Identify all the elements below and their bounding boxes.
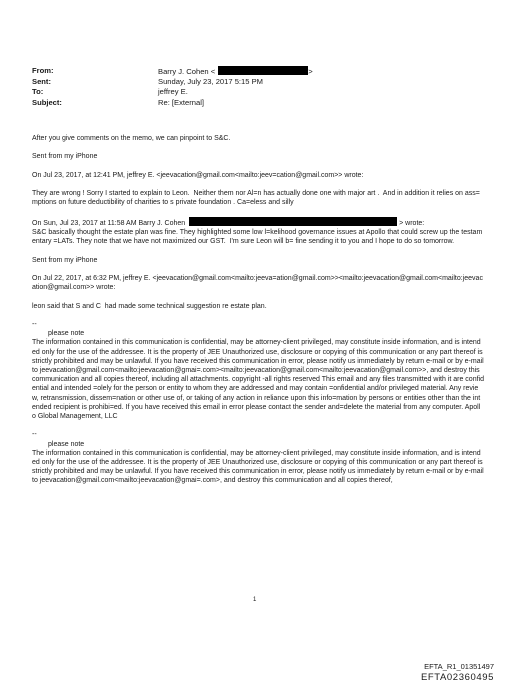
redaction-box [218, 66, 308, 75]
bates-number-large: EFTA02360495 [420, 672, 494, 683]
subject-value: Re: [External] [158, 97, 205, 107]
quoted-message [32, 217, 484, 247]
bates-number-small: EFTA_R1_01351497 [424, 662, 494, 671]
page-number: 1 [253, 597, 257, 603]
quoted-header-end: > wrote: [399, 219, 425, 227]
paragraph: leon said that S and C had made some technical suggestion re estate plan. [32, 302, 267, 310]
to-label: To: [32, 87, 44, 96]
to-value: jeffrey E. [158, 87, 188, 96]
signature-line: Sent from my iPhone [32, 256, 98, 264]
quoted-header: On Sun, Jul 23, 2017 at 11:58 AM Barry J. Cohen [32, 219, 188, 227]
email-header [32, 66, 313, 108]
paragraph: They are wrong ! Sorry I started to explain to Leon. Neither them nor Al=n has actually done one with major art . And in addition it relies on ass=mptions on future deductibility of charities to s private foundation . Ca=eless and silly [32, 190, 480, 207]
separator: -- [32, 320, 37, 328]
redaction-box [189, 217, 397, 226]
signature-line: Sent from my iPhone [32, 153, 98, 161]
disclaimer-text: The information contained in this communication is confidential, may be attorney-client privileged, may constitute inside information, and is intended only for the use of the addressee. It is the property of JEE Unauthorized use, disclosure or copying of this communication or any part thereof is strictly prohibited and may be unlawful. If you have received this communication in error, please notify us immediately by return e-mail or by e-mail to jeevacation@gmail.com<mailto:jeevacation@gmai=.com><mailto:jeevacation@gmail.com<mailto:jeevacation@gmail.com>>, and destroy this communication and all copies thereof, including all attachments. copyright -all rights reserved This email and any files transmitted with it are confidential and intended =olely for the person or entity to whom they are addressed and may contain =onfidential and/or privileged material. Any review, retransmission, dissem=nation or other use of, or taking of any action in reliance upon this info=mation by persons or entities other than the intended recipient is prohibi=ed. If you have received this email in error please contact the sender and=delete the material from any computer. Apollo Global Management, LLC [32, 339, 486, 420]
sent-label: Sent: [32, 76, 51, 86]
note-title: please note [48, 330, 85, 338]
subject-row [32, 98, 313, 109]
from-sender-end: > [308, 67, 313, 76]
email-body [32, 134, 484, 495]
sent-value: Sunday, July 23, 2017 5:15 PM [158, 76, 263, 86]
from-row [32, 66, 313, 77]
from-label: From: [32, 66, 54, 75]
quoted-header: On Jul 23, 2017, at 12:41 PM, jeffrey E. <jeevacation@gmail.com<mailto:jeev=cation@gmail.com>> wrote: [32, 171, 364, 179]
paragraph: S&C basically thought the estate plan was fine. They highlighted some low l=kelihood governance issues at Apollo that could screw up the testamentary =LATs. They note that we have not maximized our GST. I'm sure Leon will b= fine sending it to you and I hope to do so tomorrow. [32, 228, 483, 246]
disclaimer-text: The information contained in this communication is confidential, may be attorney-client privileged, may constitute inside information, and is intended only for the use of the addressee. It is the property of JEE Unauthorized use, disclosure or copying of this communication or any part thereof is strictly prohibited and may be unlawful. If you have received this communication in error, please notify us immediately by return e-mail or by e-mail to jeevacation@gmail.com<mailto:jeevacation@gmai=.com>, and destroy this communication and all copies thereof, [32, 449, 486, 485]
to-row [32, 87, 313, 98]
from-value [158, 66, 313, 77]
separator: -- [32, 431, 37, 439]
quoted-header: On Jul 22, 2017, at 6:32 PM, jeffrey E. <jeevacation@gmail.com<mailto:jeeva=ation@gmail.com>><mailto:jeevacation@gmail.com<mailto:jeevacation@gmail.com>> wrote: [32, 274, 483, 292]
subject-label: Subject: [32, 97, 62, 107]
note-title: please note [48, 440, 85, 448]
paragraph: After you give comments on the memo, we can pinpoint to S&C. [32, 135, 231, 142]
from-sender: Barry J. Cohen < [158, 67, 216, 76]
sent-row [32, 77, 313, 88]
